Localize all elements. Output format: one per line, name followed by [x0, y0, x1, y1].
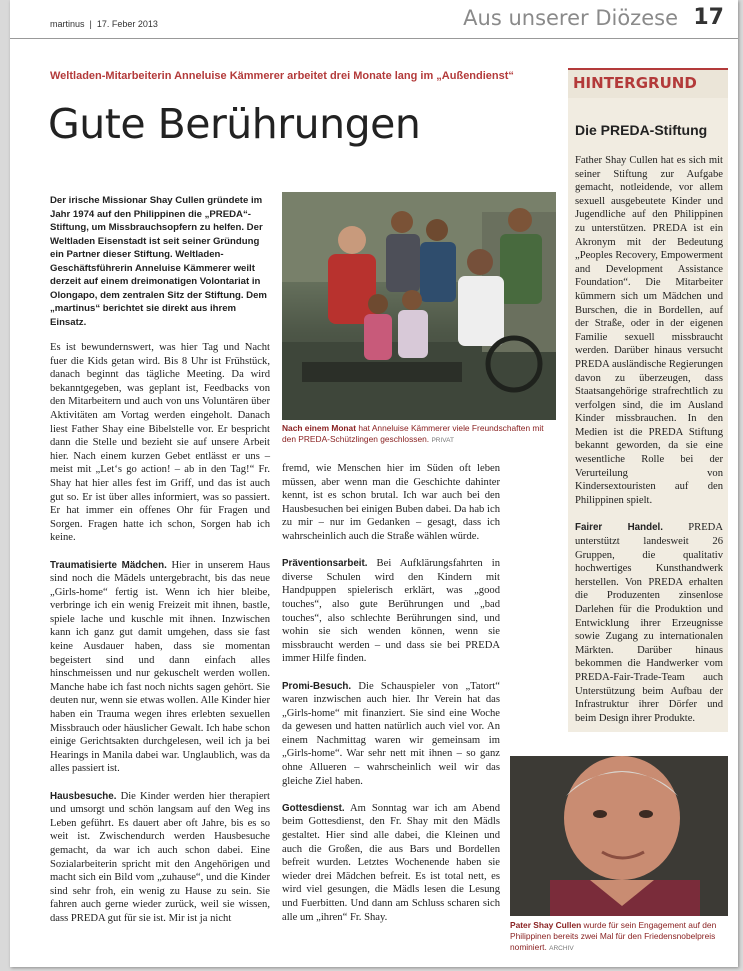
header-meta: martinus | 17. Feber 2013 [50, 19, 158, 29]
portrait-caption [510, 920, 730, 954]
portrait-photo [510, 756, 728, 916]
paragraph [282, 802, 500, 924]
photo-credit: ARCHIV [549, 945, 574, 952]
caption-text: hat Anneluise Kämmerer viele Freundschaften mit den PREDA-Schützlingen geschlossen. [282, 423, 544, 444]
article-column-2 [282, 462, 500, 938]
paragraph-text: Bei Aufklärungsfahrten in diverse Schulen wird den Kindern mit Handpuppen spielerisch erklärt, was „good touches“, also gute Berührungen und „bad touches“, also schlechte Berührungen sind, und wohin sie sich wenden können, wenn sie missbraucht werden – und dass sie bei PREDA immer Hilfe finden. [282, 558, 500, 665]
paragraph-text: Es ist bewundernswert, was hier Tag und Nacht fuer die Kids getan wird. Bis 8 Uhr ist Frühstück, danach beginnt das tägliche Meeting. Da wird bekanntgegeben, was geplant ist, Feedbacks von den Mitarbeitern und auch von uns Voluntären über Aktivitäten am Vortag werden eingeholt. Danach liest Father Shay eine Bibelstelle vor. Er bespricht dann die Stelle und bezieht sie auf unsere Arbeit hier. Nach einem kurzen Gebet entlässt er uns – meist mit „Let‘s go action! – ab in den Tag!“ Fr. Shay hat hier alles fest im Griff, und das ist auch gut so. Er ist über alles informiert, was so passiert. Er hat immer ein offenes Ohr für Fragen und Sorgen. Fragen hatte ich schon, Sorgen hab ich keine. [50, 342, 270, 544]
sidebar-paragraph [575, 521, 723, 725]
issue-date: 17. Feber 2013 [96, 19, 158, 29]
caption-lead: Pater Shay Cullen [510, 920, 582, 930]
article-lead: Der irische Missionar Shay Cullen gründete im Jahr 1974 auf den Philippinen die „PREDA“-Stiftung, um Missbrauchsopfern zu helfen. Der Weltladen Eisenstadt ist seit seiner Gründung ein Partner dieser Stiftung. Weltladen-Geschäftsführerin Anneluise Kämmerer weilt derzeit auf einem dreimonatigen Volontariat in Olongapo, dem zentralen Sitz der Stiftung. Dem „martinus“ berichtet sie direkt aus ihrem Einsatz. [50, 195, 267, 328]
background-sidebar [568, 68, 728, 732]
sidebar-text [575, 154, 723, 739]
subheading: Fairer Handel. [575, 522, 663, 534]
article-title: Gute Berührungen [48, 100, 421, 148]
paragraph-text: Die Kinder werden hier therapiert und umsorgt und schön langsam auf den Weg ins Leben geführt. Es dauert aber oft Jahre, bis es so weit ist. Zwischendurch werden Hausbesuche gemacht, da war ich auch schon dabei. Eine Sozialarbeiterin spricht mit den Angehörigen und macht sich ein Bild vom „zuhause“, und die Kinder sind sehr froh, ein wenig zu Hause zu sein. Sie fahren auch gerne wieder zurück, weil sie wissen, dass PREDA gut für sie ist. Mir ist ja nicht [50, 790, 270, 924]
subheading: Promi-Besuch. [282, 680, 352, 692]
article-column-1 [50, 341, 270, 939]
section-title: Aus unserer Diözese [463, 6, 678, 30]
caption-text: wurde für sein Engagement auf den Philippinen bereits zwei Mal für den Friedensnobelpreis nominiert. [510, 920, 717, 952]
sidebar-label: HINTERGRUND [568, 68, 728, 98]
caption-lead: Nach einem Monat [282, 423, 356, 433]
paragraph [50, 341, 270, 545]
paragraph-text: Hier in unserem Haus sind noch die Mädels untergebracht, bis das neue „Girls-home“ fertig ist. Wenn ich hier bleibe, verbringe ich ein wenig Freizeit mit ihnen, bastle, spiele lache und kuschle mit ihnen. Inzwischen kann ich ganz gut damit umgehen, dass sie fast keine Ausdauer haben, dass sie momentan begeistert sind und dann einfach alles hinschmeissen und nur gekuschelt werden wollen. Manche habe ich fast noch nichts sagen gehört. Sie deuten nur, wenn sie etwas wollen. Alle Kinder hier haben ein Trauma wegen ihres erlebten sexuellen Missbrauch oder häuslicher Gewalt. Ich habe schon einige Gerichtsakten durchgelesen, weil ich ja bei Hearings in Manila dabei war. Unglaublich, was da alles passiert ist. [50, 559, 270, 775]
paragraph [282, 680, 500, 789]
photo-credit: PRIVAT [431, 437, 454, 444]
sidebar-paragraph [575, 154, 723, 507]
subheading: Traumatisierte Mädchen. [50, 559, 167, 571]
paragraph [282, 462, 500, 544]
header-divider [10, 38, 738, 39]
group-photo-illustration [282, 192, 556, 420]
paragraph-text: Die Schauspieler von „Tatort“ waren inzwischen auch hier. Ihr Verein hat das „Girls-home“ mit finanziert. Sie sind eine Woche da gewesen und hatten natürlich auch viel vor. An einem Nachmittag waren wir gemeinsam im „Girls-home“. War sehr nett mit ihnen – so ganz ohne Allueren – wahrscheinlich weil wir das gleiche Ziel haben. [282, 680, 500, 787]
group-photo [282, 192, 556, 420]
paragraph-text: Father Shay Cullen hat es sich mit seiner Stiftung zur Aufgabe gemacht, notleidende, vor allem sexuell ausgebeutete Kinder und Jugendliche auf den Philippinen zu unterstützen. PREDA ist ein Akronym mit der Bedeutung „Peoples Recovery, Empowerment and Development Assistance Foundation“. Die Mitarbeiter kümmern sich um Mädchen und Burschen, die in Bordellen, auf der Straße, oder in der eigenen Familie sexuell missbraucht werden. Darüber hinaus versucht PREDA ausländische Regierungen davon zu überzeugen, dass Staatsangehörige strafrechtlich zu verfolgen sind, die im Ausland Kinder missbrauchen. In den Medien ist die PREDA Stiftung bekannt geworden, da sie eine wesentliche Rolle bei der Verurteilung von Kindersextouristen auf den Philippinen spielt. [575, 155, 723, 506]
paragraph-text: PREDA unterstützt landesweit 26 Gruppen, die qualitativ hochwertiges Kunsthandwerk herstellen. Von PREDA erhalten die Produzenten zinsenlose Darlehen für die Produktion und Entwicklung ihrer Erzeugnisse sowie Zugang zu internationalen Märkten. Darüber hinaus bekommen die Handwerker vom PREDA-Fair-Trade-Team auch Unterstützung beim Aufbau der Infrastruktur ihrer Dörfer und beim Design ihrer Produkte. [575, 522, 723, 724]
article-kicker: Weltladen-Mitarbeiterin Anneluise Kämmerer arbeitet drei Monate lang im „Außendienst“ [50, 70, 514, 82]
subheading: Gottesdienst. [282, 802, 345, 814]
sidebar-title: Die PREDA-Stiftung [575, 122, 708, 138]
publication-name: martinus [50, 19, 85, 29]
photo-caption [282, 423, 556, 446]
paragraph [50, 559, 270, 777]
page-number: 17 [693, 5, 724, 30]
portrait-illustration [510, 756, 728, 916]
paragraph [282, 557, 500, 666]
newspaper-page [10, 0, 738, 967]
subheading: Hausbesuche. [50, 790, 117, 802]
paragraph-text: Am Sonntag war ich am Abend beim Gottesdienst, den Fr. Shay mit den Mädls gestaltet. Hier sind alle dabei, die Kleinen und auch die Großen, die aus Bars und Bordellen befreit wurden. Letztes Wochenende haben sie wieder drei Mädchen befreit. Es ist total nett, es wird viel gesungen, die Mädls lesen die Lesung und Fuerbitten. Und dann am Schluss scharen sich alle um „ihren“ Fr. Shay. [282, 802, 500, 923]
subheading: Präventionsarbeit. [282, 558, 368, 570]
paragraph [50, 790, 270, 926]
paragraph-text: fremd, wie Menschen hier im Süden oft leben müssen, aber wenn man die Geschichte dahinter kennt, ist es schon brutal. Ich war auch bei den Hausbesuchen bei einigen Buben dabei. Da hab ich zu mir – nur im Gedanken – gesagt, dass ich wahrscheinlich auch die Straße wählen würde. [282, 463, 500, 542]
